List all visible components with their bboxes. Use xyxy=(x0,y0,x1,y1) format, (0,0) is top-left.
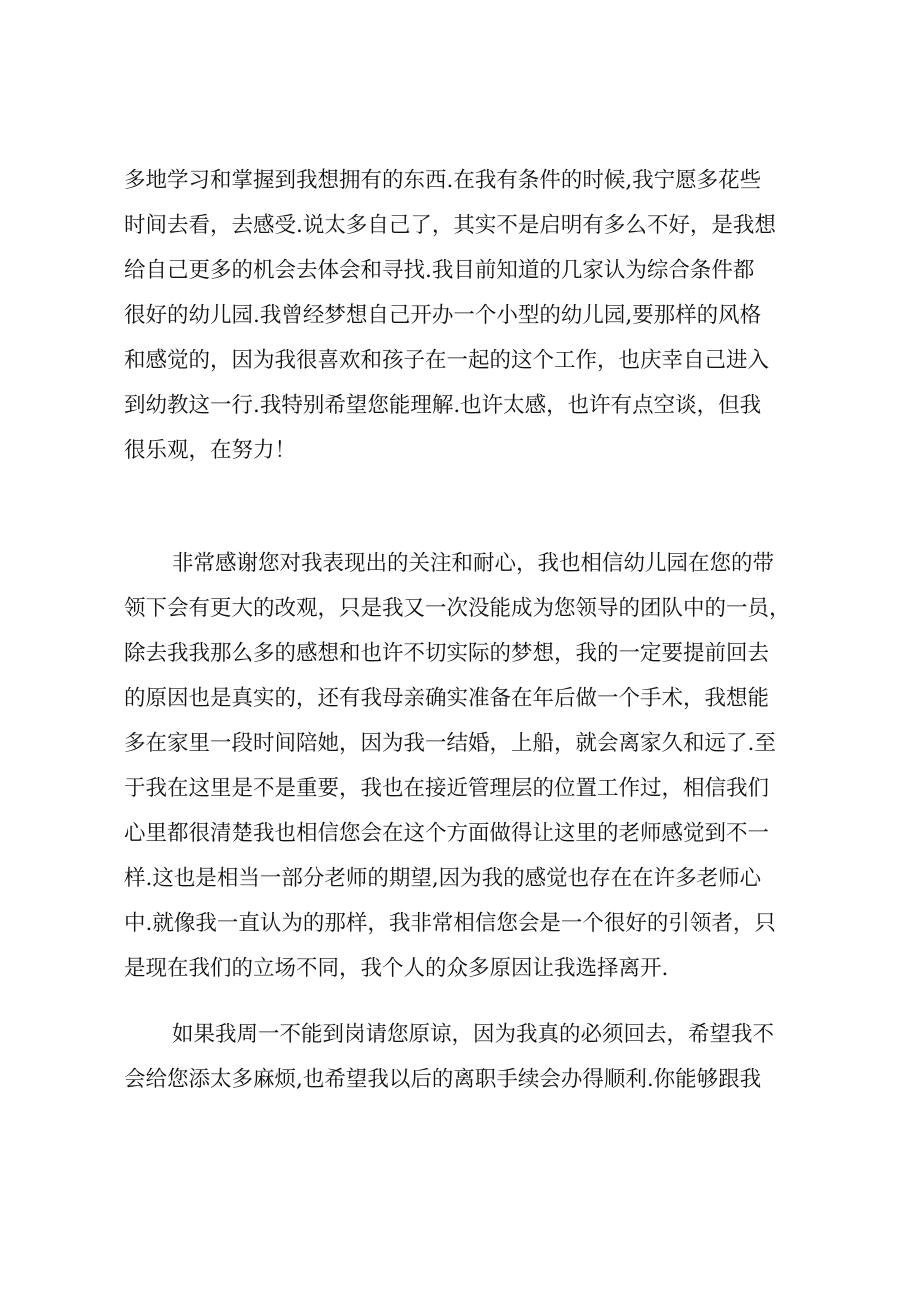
text-line: 中.就像我一直认为的那样，我非常相信您会是一个很好的引领者，只 xyxy=(124,911,776,936)
text-line: 的原因也是真实的，还有我母亲确实准备在年后做一个手术，我想能 xyxy=(124,686,770,711)
text-line: 很好的幼儿园.我曾经梦想自己开办一个小型的幼儿园,要那样的风格 xyxy=(124,303,762,328)
text-line: 心里都很清楚我也相信您会在这个方面做得让这里的老师感觉到不一 xyxy=(124,821,770,846)
text-line: 领下会有更大的改观，只是我又一次没能成为您领导的团队中的一员， xyxy=(124,596,791,621)
text-line: 多在家里一段时间陪她，因为我一结婚，上船，就会离家久和远了.至 xyxy=(124,731,776,756)
text-line: 时间去看，去感受.说太多自己了，其实不是启明有多么不好，是我想 xyxy=(124,213,776,238)
text-line: 和感觉的，因为我很喜欢和孩子在一起的这个工作，也庆幸自己进入 xyxy=(124,348,770,373)
text-line: 是现在我们的立场不同，我个人的众多原因让我选择离开. xyxy=(124,956,669,981)
text-line: 给自己更多的机会去体会和寻找.我目前知道的几家认为综合条件都 xyxy=(124,258,755,283)
text-line: 除去我我那么多的感想和也许不切实际的梦想，我的一定要提前回去 xyxy=(124,641,770,666)
text-line: 会给您添太多麻烦,也希望我以后的离职手续会办得顺利.你能够跟我 xyxy=(124,1067,762,1092)
text-line: 于我在这里是不是重要，我也在接近管理层的位置工作过，相信我们 xyxy=(124,776,770,801)
text-line: 到幼教这一行.我特别希望您能理解.也许太感，也许有点空谈，但我 xyxy=(124,393,762,418)
text-line: 很乐观，在努力！ xyxy=(124,438,297,463)
text-line: 多地学习和掌握到我想拥有的东西.在我有条件的时候,我宁愿多花些 xyxy=(124,168,762,193)
text-line: 如果我周一不能到岗请您原谅，因为我真的必须回去，希望我不 xyxy=(172,1022,775,1047)
text-line: 样.这也是相当一部分老师的期望,因为我的感觉也存在在许多老师心 xyxy=(124,866,762,891)
text-line: 非常感谢您对我表现出的关注和耐心，我也相信幼儿园在您的带 xyxy=(172,551,775,576)
